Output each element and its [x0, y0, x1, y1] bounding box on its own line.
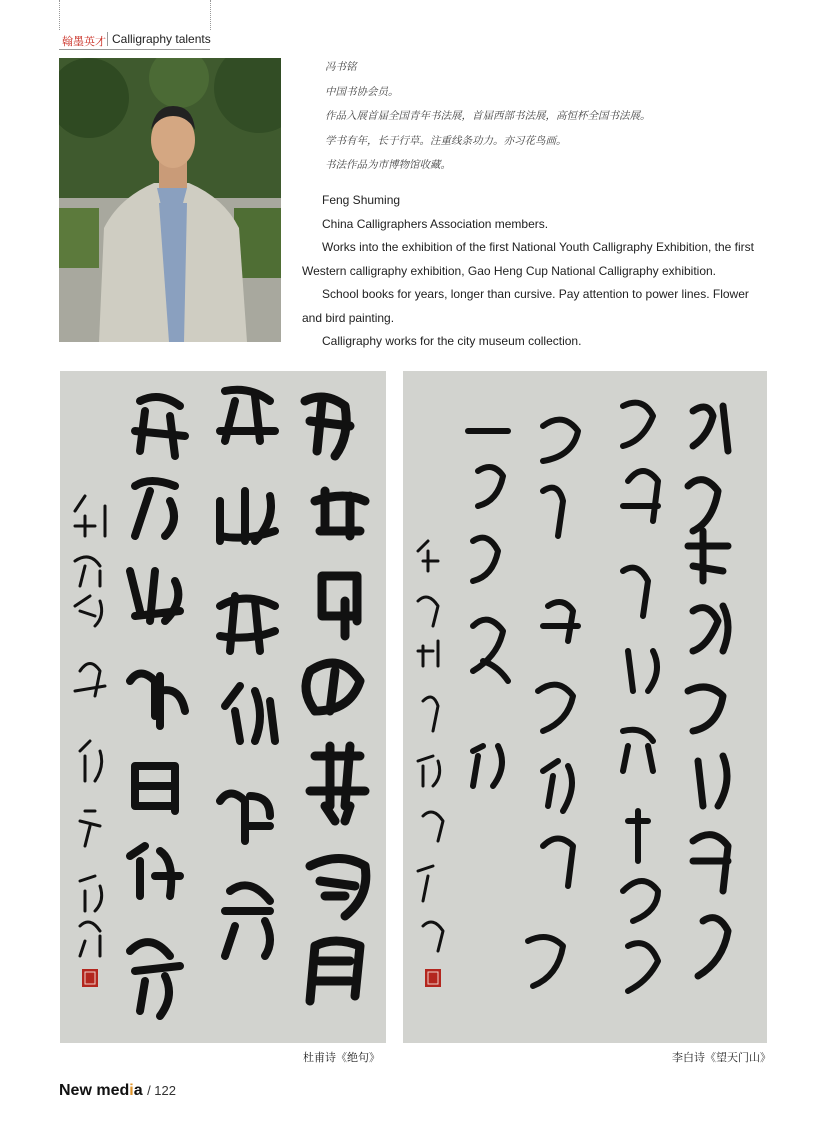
bio-cn-name: 冯书铭 [325, 61, 357, 73]
biography-english [302, 189, 772, 354]
bio-en-line: China Calligraphers Association members. [322, 216, 549, 231]
section-title-en: Calligraphy talents [112, 32, 211, 46]
bio-en-line: School books for years, longer than cursive. Pay attention to power lines. Flower and bird painting. [302, 287, 749, 325]
page-number: / 122 [147, 1083, 176, 1098]
artwork-caption-right: 李白诗《望天门山》 [672, 1051, 771, 1064]
artist-portrait-photo [59, 58, 281, 342]
bio-cn-line: 书法作品为市博物馆收藏。 [325, 159, 451, 171]
header-rule [59, 49, 210, 50]
bio-cn-line: 作品入展首届全国青年书法展，首届西部书法展，高恒杯全国书法展。 [325, 110, 651, 122]
bio-en-name: Feng Shuming [322, 193, 401, 207]
header-divider-left [59, 0, 60, 30]
calligraphy-artwork-left [60, 371, 386, 1043]
calligraphy-artwork-right [403, 371, 767, 1043]
page-footer [59, 1082, 176, 1100]
bio-en-line: Calligraphy works for the city museum collection. [322, 334, 582, 348]
header-divider-right [210, 0, 211, 30]
section-header [59, 0, 214, 50]
biography-chinese [325, 60, 785, 183]
magazine-brand: New media [59, 1082, 143, 1099]
section-title-cn: 翰墨英才 [62, 35, 106, 48]
section-title-separator [107, 32, 108, 46]
bio-cn-line: 学书有年，长于行草。注重线条功力。亦习花鸟画。 [325, 134, 567, 147]
artwork-caption-left: 杜甫诗《绝句》 [303, 1051, 380, 1064]
bio-en-line: Works into the exhibition of the first National Youth Calligraphy Exhibition, the first Western calligraphy exhibition, Gao Heng Cup National Calligraphy exhibition. [302, 240, 755, 278]
bio-cn-line: 中国书协会员。 [325, 85, 399, 98]
